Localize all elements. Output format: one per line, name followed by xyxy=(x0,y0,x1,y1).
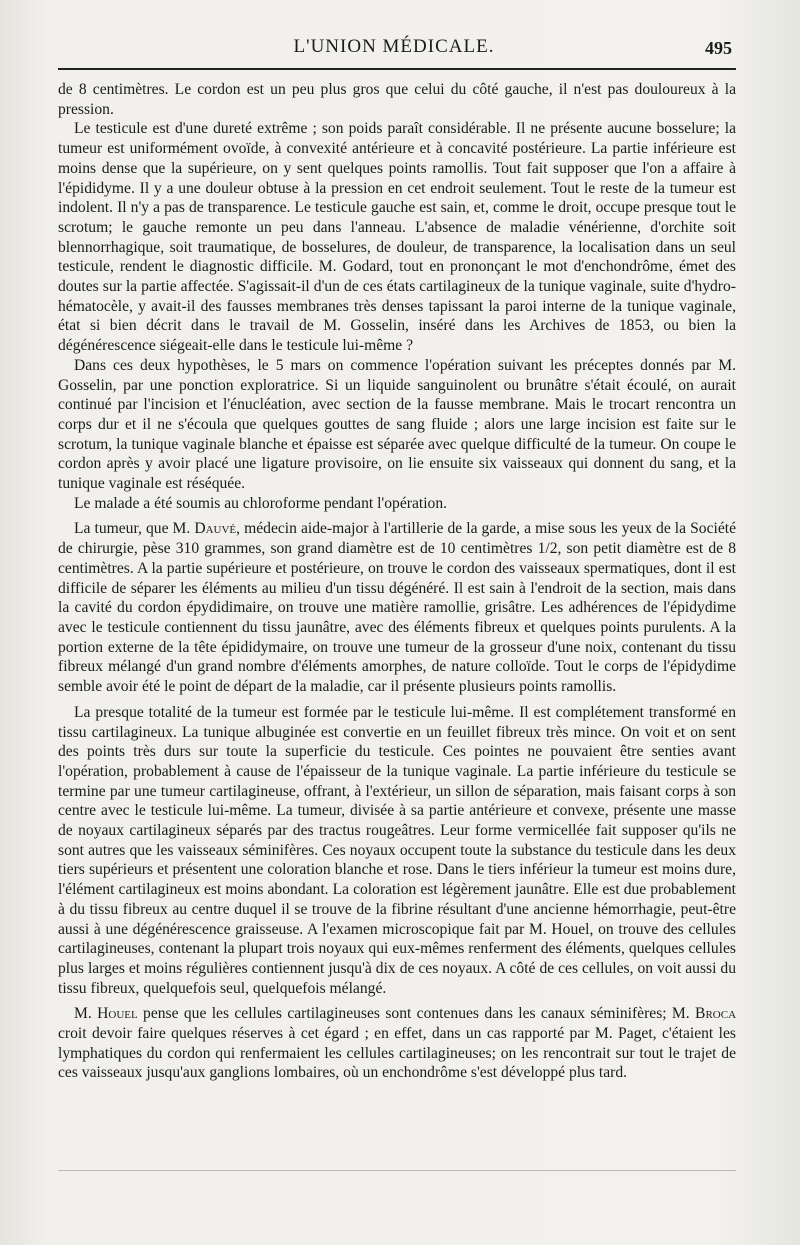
running-title: L'UNION MÉDICALE. xyxy=(293,36,495,57)
person-name: Dauvé xyxy=(194,520,237,538)
header-rule xyxy=(58,68,736,70)
page-number: 495 xyxy=(705,38,732,58)
person-name: Houel xyxy=(97,1005,138,1023)
person-name: Broca xyxy=(695,1005,737,1023)
article-body xyxy=(58,80,736,1083)
paragraph: La presque totalité de la tumeur est formée par le testicule lui-même. Il est complétement transformé en tissu cartilagineux. La tunique albuginée est convertie en un feuillet fibreux très mince. On voit et on sent des points très durs sur toute la superficie du testicule. Ces pointes ne pouvaient être senties avant l'opération, probablement à cause de l'épaisseur de la tunique vaginale. La partie inférieure du testicule se termine par une tumeur cartilagineuse, offrant, à l'extérieur, un sillon de séparation, mais faisant corps à son centre avec le testicule lui-même. La tumeur, divisée à sa partie antérieure et convexe, présente une masse de noyaux cartilagineux séparés par des tractus rougeâtres. Leur forme vermicellée fait supposer qu'ils ne sont autres que les vaisseaux séminifères. Ces noyaux occupent toute la substance du testicule dans les deux tiers supérieurs et présentent une coloration blanche et rose. Dans le tiers inférieur la tumeur est moins dure, l'élément cartilagineux est moins abondant. La coloration est légèrement jaunâtre. Elle est due probablement à du tissu fibreux au centre duquel il se trouve de la fibrine résultant d'une ancienne hémorrhagie, peut-être aussi à une dégénérescence graisseuse. A l'examen microscopique fait par M. Houel, on trouve des cellules cartilagineuses, contenant la plupart trois noyaux qui eux-mêmes renferment des éléments, quelques cellules plus larges et moins régulières contiennent jusqu'à dix de ces noyaux. A côté de ces cellules, on voit aussi du tissu fibreux, quelquefois seul, quelquefois mélangé. xyxy=(58,703,736,997)
paragraph: Le testicule est d'une dureté extrême ; son poids paraît considérable. Il ne présente aucune bosselure; la tumeur est uniformément ovoïde, à convexité antérieure et à concavité postérieure. La partie inférieure est moins dense que la supérieure, on y sent quelques points ramollis. Tout fait supposer que l'on a affaire à l'épididyme. Il y a une douleur obtuse à la pression en cet endroit seulement. Tout le reste de la tumeur est indolent. Il n'y a pas de transparence. Le testicule gauche est sain, et, comme le droit, occupe presque tout le scrotum; le gauche remonte un peu dans l'anneau. L'absence de maladie vénérienne, d'orchite soit blennorrhagique, soit traumatique, de bosselures, de douleur, de transparence, la localisation dans un seul testicule, rendent le diagnostic difficile. M. Godard, tout en prononçant le mot d'enchondrôme, émet des doutes sur la partie affectée. S'agissait-il d'un de ces états cartilagineux de la tunique vaginale, suite d'hydro-hématocèle, y avait-il des fausses membranes très denses tapissant la paroi interne de la tunique vaginale, état si bien décrit dans le travail de M. Gosselin, inséré dans les Archives de 1853, ou bien la dégénérescence siégeait-elle dans le testicule lui-même ? xyxy=(58,120,736,355)
paragraph: de 8 centimètres. Le cordon est un peu plus gros que celui du côté gauche, il n'est pas douloureux à la pression. xyxy=(58,81,736,118)
paragraph: M. Houel pense que les cellules cartilagineuses sont contenues dans les canaux séminifères; M. Broca croit devoir faire quelques réserves à cet égard ; en effet, dans un cas rapporté par M. Paget, c'étaient les lymphatiques du cordon qui renfermaient les cellules cartilagineuses; on les rencontrait sur tout le trajet de ces vaisseaux jusqu'aux ganglions lombaires, où un enchondrôme s'est développé plus tard. xyxy=(58,1005,737,1082)
paragraph: La tumeur, que M. Dauvé, médecin aide-major à l'artillerie de la garde, a mise sous les yeux de la Société de chirurgie, pèse 310 grammes, son grand diamètre est de 10 centimètres 1/2, son petit diamètre est de 8 centimètres. A la partie supérieure et postérieure, on trouve le cordon des vaisseaux spermatiques, dont il est difficile de séparer les éléments au milieu d'un tissu dégénéré. Il est sain à l'endroit de la section, mais dans la cavité du cordon épydidimaire, on trouve une matière ramollie, grisâtre. Les adhérences de l'épidydime avec le testicule contiennent du tissu jaunâtre, avec des éléments fibreux et quelques points purulents. A la portion externe de la tête épididymaire, on trouve une tumeur de la grosseur d'une noix, contenant du tissu fibreux mélangé d'un grand nombre d'éléments amorphes, de nature colloïde. Tout le corps de l'épidydime semble avoir été le point de départ de la maladie, car il présente plusieurs points ramollis. xyxy=(58,520,737,696)
page-header xyxy=(58,36,730,70)
paragraph: Le malade a été soumis au chloroforme pendant l'opération. xyxy=(74,494,448,512)
paragraph: Dans ces deux hypothèses, le 5 mars on commence l'opération suivant les préceptes donnés par M. Gosselin, par une ponction exploratrice. Si un liquide sanguinolent ou brunâtre s'était écoulé, on aurait continué par l'incision et l'énucléation, avec section de la fausse membrane. Mais le trocart rencontra un corps dur et il ne s'écoula que quelques gouttes de sang fluide ; alors une large incision est faite sur le scrotum, la tunique vaginale blanche et épaisse est séparée avec quelque difficulté de la tumeur. On coupe le cordon après y avoir placé une ligature provisoire, on lie ensuite six vaisseaux qui donnent du sang, et la tunique vaginale est réséquée. xyxy=(58,356,736,493)
footer-rule xyxy=(58,1170,736,1171)
